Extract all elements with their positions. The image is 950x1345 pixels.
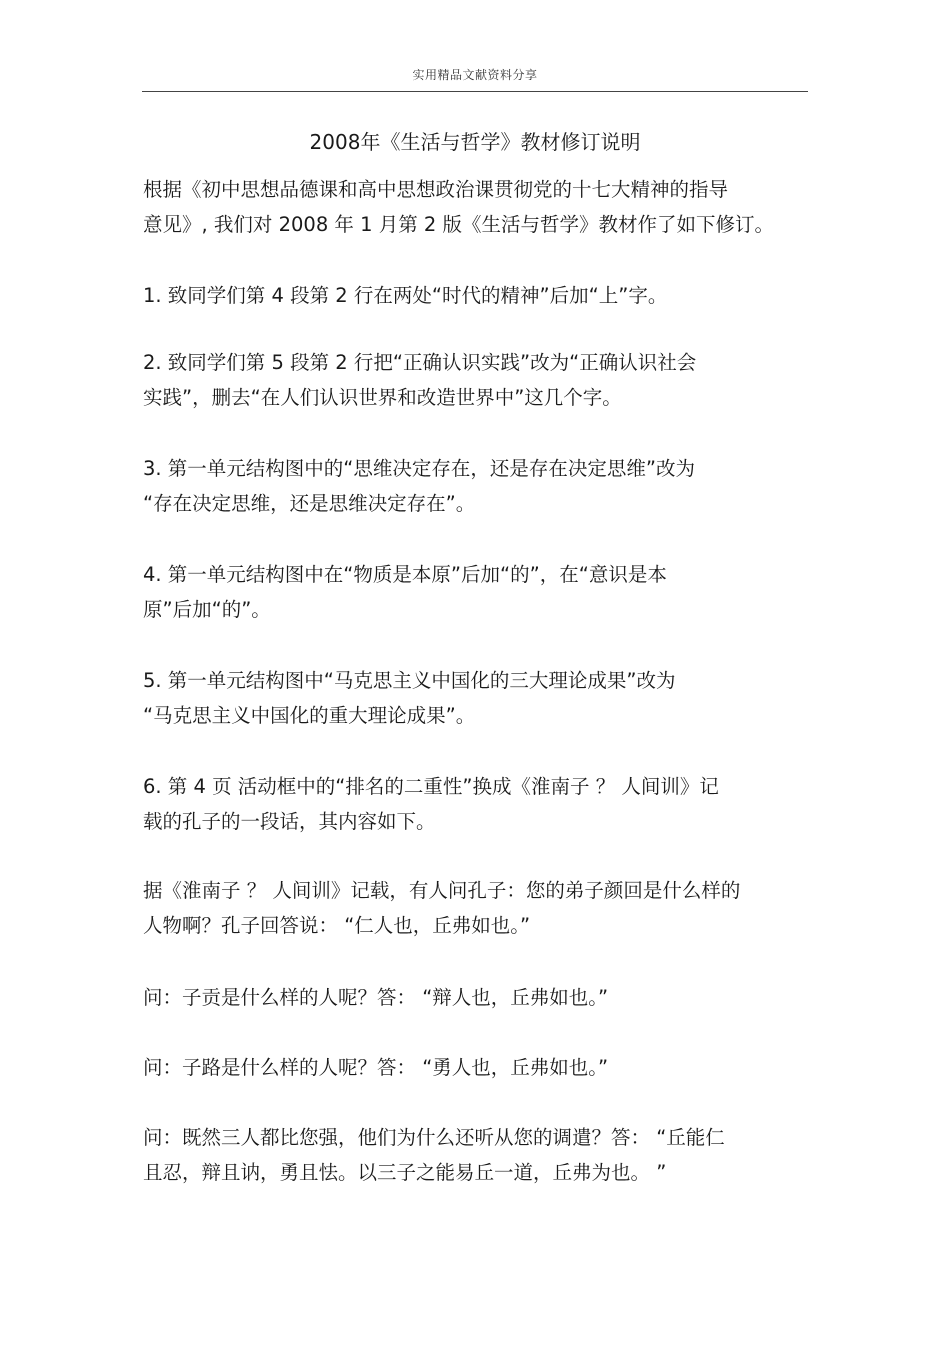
text-line: 问：子贡是什么样的人呢？答： “辩人也，丘弗如也。”	[143, 986, 609, 1009]
text-line: 5. 第一单元结构图中“马克思主义中国化的三大理论成果”改为	[143, 669, 676, 692]
text-line: 4. 第一单元结构图中在“物质是本原”后加“的”，在“意识是本	[143, 563, 667, 586]
text-line: 人物啊？孔子回答说： “仁人也，丘弗如也。”	[143, 914, 531, 937]
quote-paragraph-1	[143, 873, 813, 943]
text-line: 据《淮南子 ？ 人间训》记载，有人问孔子：您的弟子颜回是什么样的	[143, 879, 741, 902]
revision-item-6	[143, 769, 813, 839]
intro-paragraph	[143, 172, 813, 242]
text-line: 问：既然三人都比您强，他们为什么还听从您的调遣？答： “丘能仁	[143, 1126, 725, 1149]
text-line: 且忍，辩且讷，勇且怯。以三子之能易丘一道，丘弗为也。 ”	[143, 1161, 667, 1184]
text-line: 1. 致同学们第 4 段第 2 行在两处“时代的精神”后加“上”字。	[143, 284, 668, 307]
text-line: 原”后加“的”。	[143, 598, 271, 621]
header-text: 实用精品文献资料分享	[412, 68, 538, 82]
revision-item-2	[143, 345, 813, 415]
revision-item-3	[143, 451, 813, 521]
text-line: 问：子路是什么样的人呢？答： “勇人也，丘弗如也。”	[143, 1056, 609, 1079]
quote-paragraph-2	[143, 980, 813, 1015]
text-line: 载的孔子的一段话，其内容如下。	[143, 810, 436, 833]
revision-item-5	[143, 663, 813, 733]
quote-paragraph-4	[143, 1120, 813, 1190]
text-line: “存在决定思维，还是思维决定存在”。	[143, 492, 476, 515]
text-line: 实践”，删去“在人们认识世界和改造世界中”这几个字。	[143, 386, 622, 409]
text-line: 意见》, 我们对 2008 年 1 月第 2 版《生活与哲学》教材作了如下修订。	[143, 213, 775, 236]
quote-paragraph-3	[143, 1050, 813, 1085]
revision-item-1	[143, 278, 813, 313]
text-line: “马克思主义中国化的重大理论成果”。	[143, 704, 476, 727]
document-title: 2008年《生活与哲学》教材修订说明	[309, 130, 641, 154]
text-line: 3. 第一单元结构图中的“思维决定存在，还是存在决定思维”改为	[143, 457, 696, 480]
text-line: 根据《初中思想品德课和高中思想政治课贯彻党的十七大精神的指导	[143, 178, 729, 201]
revision-item-4	[143, 557, 813, 627]
header-divider	[142, 91, 808, 92]
text-line: 6. 第 4 页 活动框中的“排名的二重性”换成《淮南子 ？ 人间训》记	[143, 775, 719, 798]
text-line: 2. 致同学们第 5 段第 2 行把“正确认识实践”改为“正确认识社会	[143, 351, 697, 374]
